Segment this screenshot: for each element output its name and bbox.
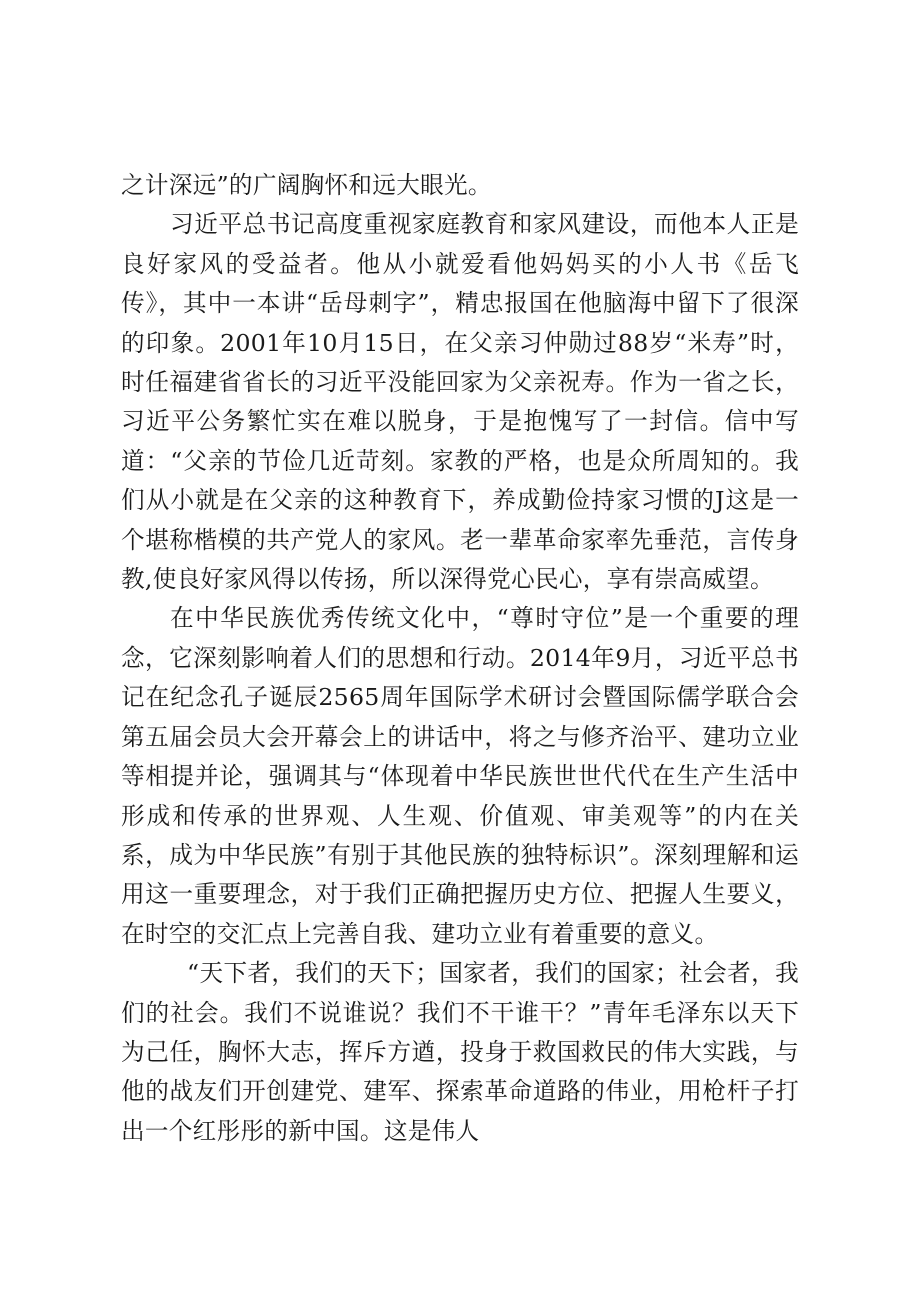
paragraph-respect-time-position: 在中华民族优秀传统文化中，“尊时守位”是一个重要的理念，它深刻影响着人们的思想和行动。2014年9月，习近平总书记在纪念孔子诞辰2565周年国际学术研讨会暨国际儒学联合会第五届会员大会开幕会上的讲话中，将之与修齐治平、建功立业等相提并论，强调其与“体现着中华民族世世代代在生产生活中形成和传承的世界观、人生观、价值观、审美观等”的内在关系，成为中华民族”有别于其他民族的独特标识”。深刻理解和运用这一重要理念，对于我们正确把握历史方位、把握人生要义，在时空的交汇点上完善自我、建功立业有着重要的意义。 xyxy=(121,604,799,948)
paragraph-family-tradition: 习近平总书记高度重视家庭教育和家风建设，而他本人正是良好家风的受益者。他从小就爱看他妈妈买的小人书《岳飞传》，其中一本讲“岳母刺字”，精忠报国在他脑海中留下了很深的印象。2001年10月15日，在父亲习仲勋过88岁“米寿”时，时任福建省省长的习近平没能回家为父亲祝寿。作为一省之长，习近平公务繁忙实在难以脱身，于是抱愧写了一封信。信中写道：“父亲的节俭几近苛刻。家教的严格，也是众所周知的。我们从小就是在父亲的这种教育下，养成勤俭持家习惯的J这是一个堪称楷模的共产党人的家风。老一辈革命家率先垂范，言传身教,使良好家风得以传扬，所以深得党心民心，享有崇高威望。 xyxy=(121,210,799,594)
paragraph-mao-quote: “天下者，我们的天下；国家者，我们的国家；社会者，我们的社会。我们不说谁说？我们不干谁干？”青年毛泽东以天下为己任，胸怀大志，挥斥方遒，投身于救国救民的伟大实践，与他的战友们开创建党、建军、探索革命道路的伟业，用枪杆子打出一个红彤彤的新中国。这是伟人 xyxy=(121,959,799,1145)
body-text xyxy=(121,166,799,1151)
paragraph-continuation: 之计深远”的广阔胸怀和远大眼光。 xyxy=(121,171,492,199)
